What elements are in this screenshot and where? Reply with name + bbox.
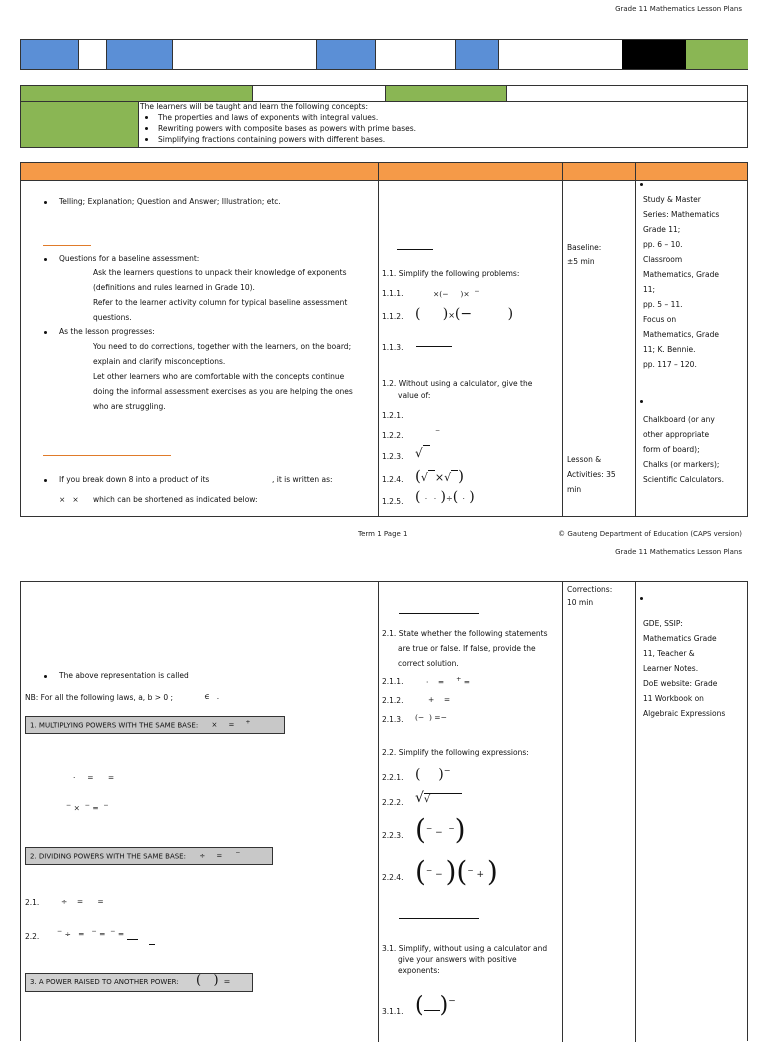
progress-line: explain and clarify misconceptions. <box>93 357 226 366</box>
resource-line: form of board); <box>643 445 700 454</box>
timing-lesson: Activities: 35 <box>567 470 616 479</box>
resource-line: Study & Master <box>643 195 701 204</box>
law-title: 2. DIVIDING POWERS WITH THE SAME BASE: <box>30 852 186 861</box>
resource-line: Scientific Calculators. <box>643 475 724 484</box>
example-number: 2.1. <box>25 898 40 907</box>
question-number: 2.1.2. <box>382 696 404 705</box>
baseline-line: Ask the learners questions to unpack their knowledge of exponents <box>93 268 347 277</box>
question-number: 1.2.4. <box>382 475 404 484</box>
math-expression: (− − )(− + ) <box>415 855 498 888</box>
page-header: Grade 11 Mathematics Lesson Plans <box>615 548 742 556</box>
math-expression: ( )×(− ) <box>415 306 514 322</box>
breakdown-text: , it is written as: <box>272 475 333 484</box>
question-number: 2.2.3. <box>382 831 404 840</box>
lesson-table <box>20 162 748 517</box>
question-number: 2.1.3. <box>382 715 404 724</box>
math-expression: ÷ = − <box>188 851 241 861</box>
law-box-multiplying <box>25 716 285 734</box>
question-number: 3.1.1. <box>382 1007 404 1016</box>
math-expression: ( )− <box>415 993 456 1018</box>
question-text: value of: <box>398 391 431 400</box>
timing-corrections: Corrections: <box>567 585 613 594</box>
math-expression: (√ ×√ ) <box>415 467 464 485</box>
timing-baseline-time: ±5 min <box>567 257 595 266</box>
progress-line: who are struggling. <box>93 402 166 411</box>
question-number: 1.1.2. <box>382 312 404 321</box>
color-block-blue <box>107 40 172 69</box>
resource-line: Series: Mathematics <box>643 210 720 219</box>
math-expression: · = = <box>73 773 115 782</box>
math-expression: ( · · )÷( · ) <box>415 489 475 505</box>
resource-line: Mathematics Grade <box>643 634 717 643</box>
baseline-line: Refer to the learner activity column for typical baseline assessment <box>93 298 348 307</box>
color-block-blue <box>317 40 375 69</box>
breakdown-text: which can be shortened as indicated below: <box>93 495 258 504</box>
math-expression: (− − −) <box>415 813 466 846</box>
resource-line: 11; K. Bennie. <box>643 345 696 354</box>
law-title: 1. MULTIPLYING POWERS WITH THE SAME BASE: <box>30 721 199 730</box>
question-text: give your answers with positive <box>398 955 517 964</box>
question-number: 1.2.5. <box>382 497 404 506</box>
resource-line: pp. 6 – 10. <box>643 240 683 249</box>
progress-intro: As the lesson progresses: <box>59 327 155 336</box>
color-block-blue <box>21 40 78 69</box>
color-block-green <box>686 40 748 69</box>
progress-line: Let other learners who are comfortable with the concepts continue <box>93 372 345 381</box>
question-number: 2.2.4. <box>382 873 404 882</box>
math-expression: − <box>435 427 441 434</box>
resource-line: Grade 11; <box>643 225 681 234</box>
math-expression: ×(− )× − <box>433 288 480 299</box>
page-copyright: © Gauteng Department of Education (CAPS version) <box>558 530 742 538</box>
question-number: 1.2.3. <box>382 452 404 461</box>
question-number: 2.2.2. <box>382 798 404 807</box>
question-text: 3.1. Simplify, without using a calculator and <box>382 944 548 953</box>
objective-item: Simplifying fractions containing powers with different bases. <box>158 135 386 144</box>
teaching-methods: Telling; Explanation; Question and Answer; Illustration; etc. <box>59 197 281 206</box>
math-expression: (− ) =− <box>415 713 447 722</box>
question-number: 1.1.3. <box>382 343 404 352</box>
question-text: exponents: <box>398 966 440 975</box>
color-block-black <box>622 40 686 69</box>
breakdown-text: If you break down 8 into a product of its <box>59 475 210 484</box>
color-band <box>20 39 748 70</box>
resource-line: DoE website: Grade <box>643 679 718 688</box>
math-expression: ( )− <box>415 766 451 783</box>
objective-item: The properties and laws of exponents with integral values. <box>158 113 379 122</box>
objective-item: Rewriting powers with composite bases as powers with prime bases. <box>158 124 417 133</box>
timing-baseline: Baseline: <box>567 243 602 252</box>
math-expression: − ÷ = − = − = <box>57 928 138 939</box>
resource-line: pp. 5 – 11. <box>643 300 683 309</box>
question-text: 1.2. Without using a calculator, give the <box>382 379 533 388</box>
baseline-line: questions. <box>93 313 132 322</box>
page-footer: Term 1 Page 1 <box>358 530 408 538</box>
math-expression: ∈ . <box>204 692 220 701</box>
lesson-table-continued <box>20 581 748 1041</box>
law-box-dividing <box>25 847 273 865</box>
math-expression: · = + = <box>426 676 471 687</box>
law-box-power <box>25 973 253 992</box>
math-expression: ( ) = <box>196 973 231 988</box>
timing-lesson: Lesson & <box>567 455 602 464</box>
resource-line: 11, Teacher & <box>643 649 695 658</box>
timing-lesson: min <box>567 485 582 494</box>
progress-line: You need to do corrections, together with the learners, on the board; <box>93 342 352 351</box>
question-text: 2.1. State whether the following statements <box>382 629 548 638</box>
example-number: 2.2. <box>25 932 40 941</box>
question-text: correct solution. <box>398 659 459 668</box>
nb-text: NB: For all the following laws, a, b > 0 ; <box>25 693 174 702</box>
resource-line: Algebraic Expressions <box>643 709 726 718</box>
resource-line: Focus on <box>643 315 677 324</box>
resource-line: Mathematics, Grade <box>643 270 719 279</box>
resource-line: Chalks (or markers); <box>643 460 720 469</box>
math-expression: √√ <box>415 790 462 807</box>
question-number: 1.2.2. <box>382 431 404 440</box>
table-header-row <box>21 163 747 180</box>
resource-line: Classroom <box>643 255 683 264</box>
resource-line: Chalkboard (or any <box>643 415 715 424</box>
baseline-intro: Questions for a baseline assessment: <box>59 254 200 263</box>
resource-line: 11; <box>643 285 656 294</box>
color-block-blue <box>456 40 498 69</box>
resource-line: pp. 117 – 120. <box>643 360 697 369</box>
objectives-intro: The learners will be taught and learn the following concepts: <box>140 102 368 111</box>
resource-line: other appropriate <box>643 430 710 439</box>
math-expression: + = <box>428 695 451 704</box>
question-text: are true or false. If false, provide the <box>398 644 536 653</box>
resource-line: GDE, SSIP: <box>643 619 683 628</box>
resource-line: 11 Workbook on <box>643 694 704 703</box>
question-number: 1.2.1. <box>382 411 404 420</box>
math-expression: × × <box>59 495 79 504</box>
timing-corrections: 10 min <box>567 598 594 607</box>
question-text: 2.2. Simplify the following expressions: <box>382 748 529 757</box>
math-expression: √ <box>415 446 430 460</box>
objectives-table <box>20 85 748 148</box>
resource-line: Learner Notes. <box>643 664 699 673</box>
math-expression: − × − = − <box>66 802 109 813</box>
representation-text: The above representation is called <box>59 671 189 680</box>
baseline-line: (definitions and rules learned in Grade 10). <box>93 283 255 292</box>
progress-line: doing the informal assessment exercises as you are helping the ones <box>93 387 353 396</box>
question-text: 1.1. Simplify the following problems: <box>382 269 520 278</box>
page-header: Grade 11 Mathematics Lesson Plans <box>615 5 742 13</box>
math-expression: ÷ = = <box>61 897 104 906</box>
question-number: 2.1.1. <box>382 677 404 686</box>
resource-line: Mathematics, Grade <box>643 330 719 339</box>
law-title: 3. A POWER RAISED TO ANOTHER POWER: <box>30 978 179 986</box>
math-expression: × = + <box>200 720 251 730</box>
question-number: 1.1.1. <box>382 289 404 298</box>
question-number: 2.2.1. <box>382 773 404 782</box>
